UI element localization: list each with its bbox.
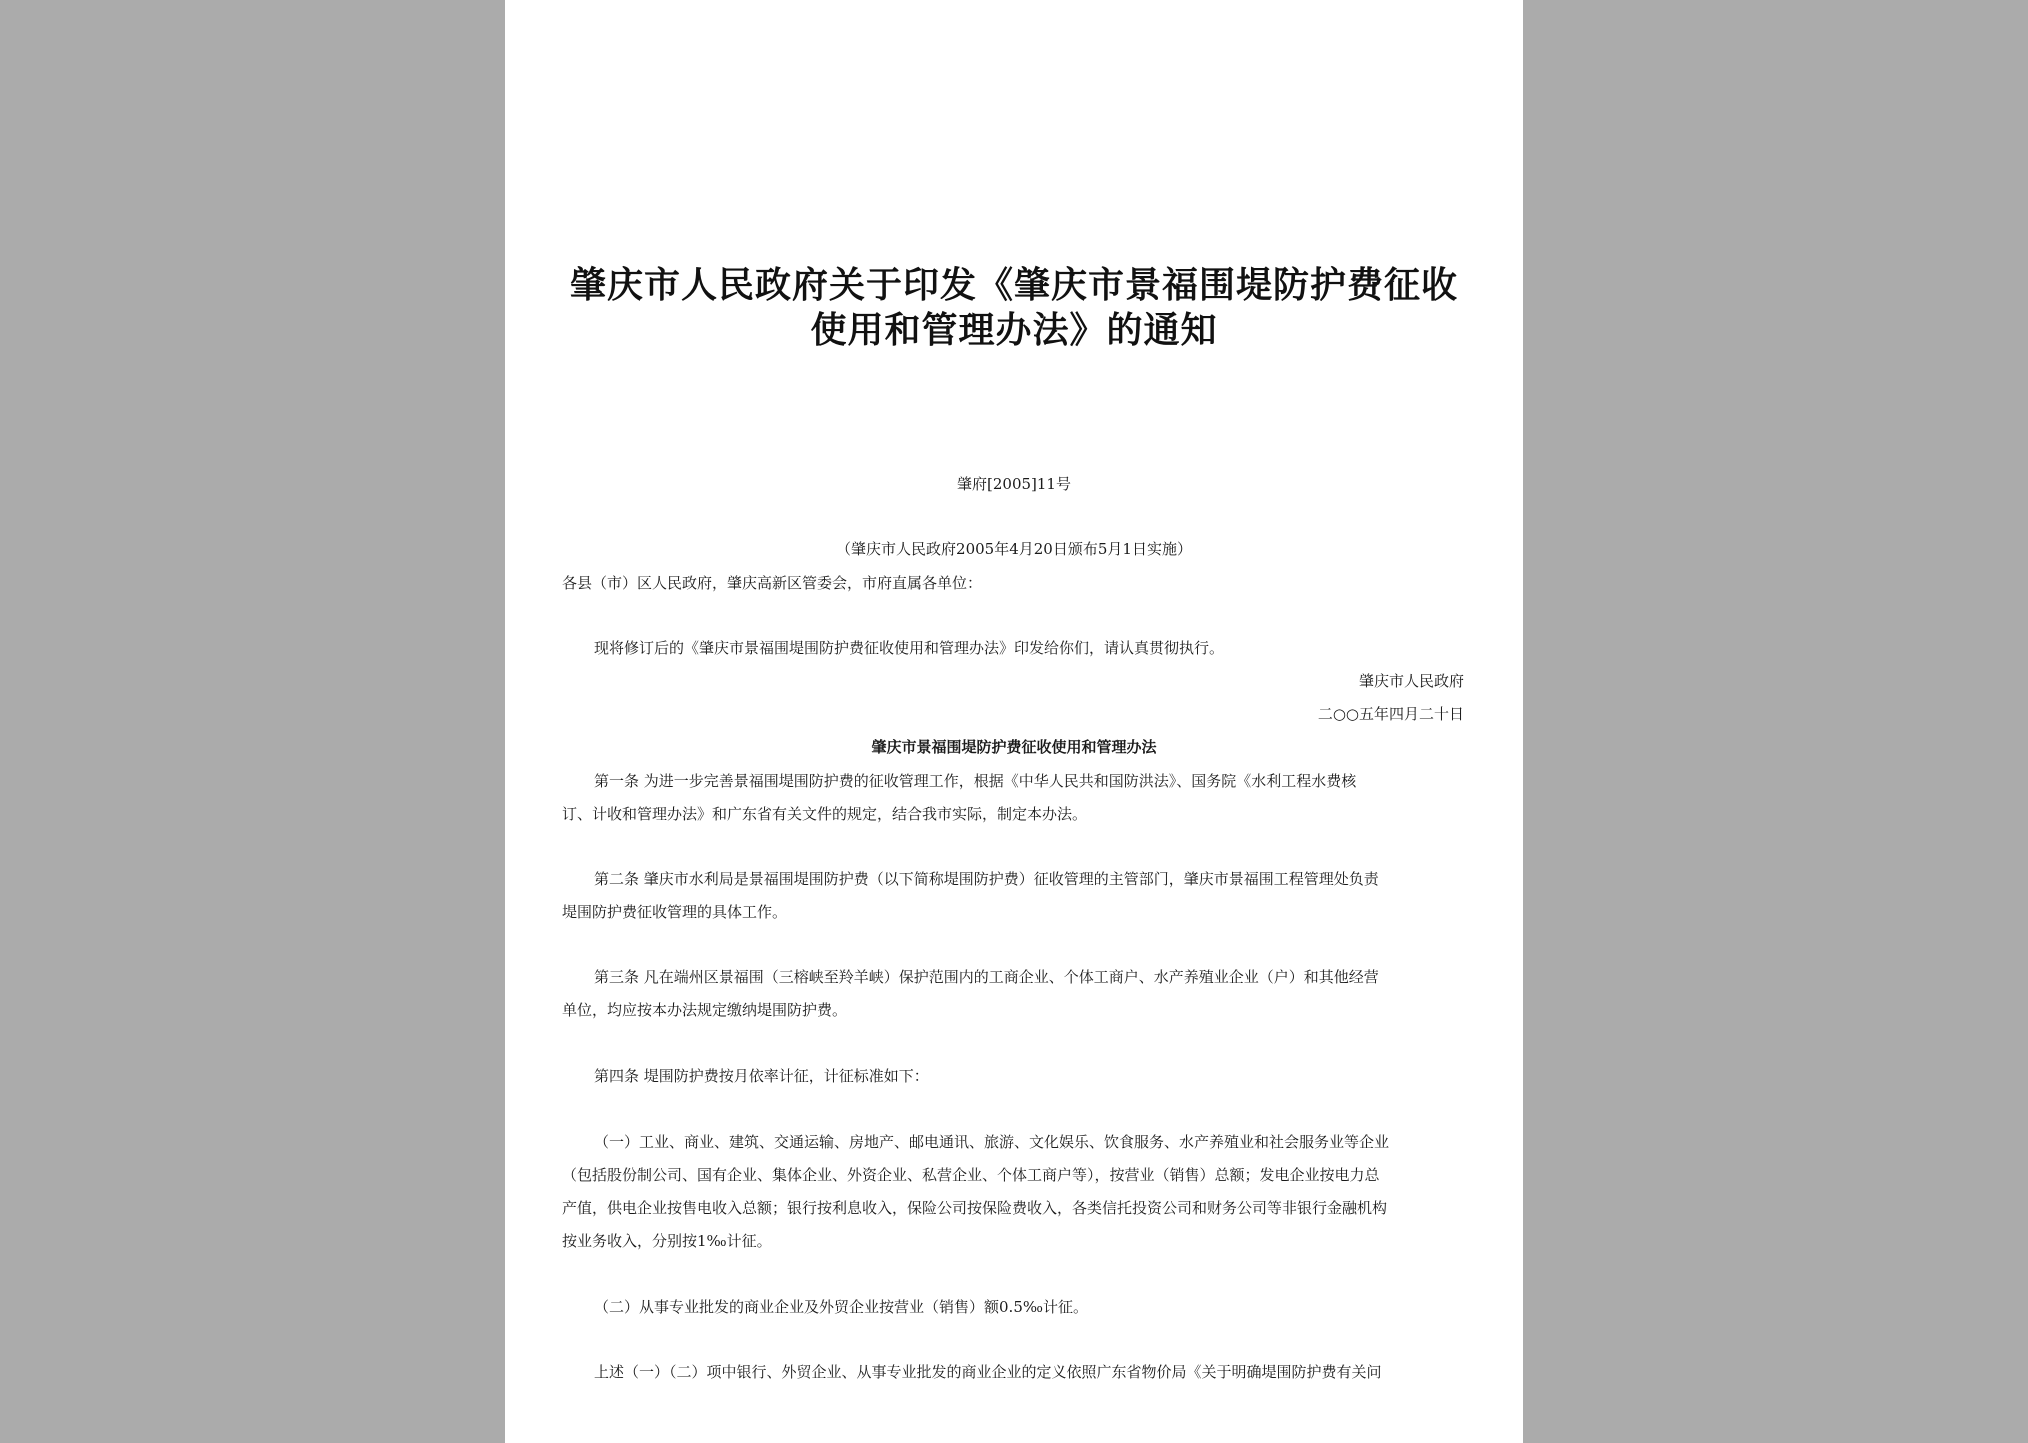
item-2: （二）从事专业批发的商业企业及外贸企业按营业（销售）额0.5‰计征。 bbox=[594, 1298, 1088, 1316]
article-2-line-2: 堤围防护费征收管理的具体工作。 bbox=[562, 903, 788, 921]
document-title-line-2: 使用和管理办法》的通知 bbox=[810, 310, 1218, 351]
measures-title: 肇庆市景福围堤防护费征收使用和管理办法 bbox=[871, 738, 1157, 756]
document-title-line-1: 肇庆市人民政府关于印发《肇庆市景福围堤防护费征收 bbox=[569, 265, 1458, 306]
document-page bbox=[505, 0, 1523, 1443]
item-1-line-4: 按业务收入，分别按1‰计征。 bbox=[562, 1232, 772, 1250]
article-2-line-1: 第二条 肇庆市水利局是景福围堤围防护费（以下简称堤围防护费）征收管理的主管部门，肇庆市景福围工程管理处负责 bbox=[594, 870, 1379, 888]
article-1-line-2: 订、计收和管理办法》和广东省有关文件的规定，结合我市实际，制定本办法。 bbox=[562, 805, 1088, 823]
recipients-line: 各县（市）区人民政府，肇庆高新区管委会，市府直属各单位： bbox=[562, 574, 983, 592]
article-3-line-1: 第三条 凡在端州区景福围（三榕峡至羚羊峡）保护范围内的工商企业、个体工商户、水产养殖业企业（户）和其他经营 bbox=[594, 968, 1379, 986]
signature-date: 二○○五年四月二十日 bbox=[1317, 705, 1464, 723]
item-3-line-1: 上述（一）（二）项中银行、外贸企业、从事专业批发的商业企业的定义依照广东省物价局《关于明确堤围防护费有关问 bbox=[594, 1363, 1382, 1381]
article-4: 第四条 堤围防护费按月依率计征，计征标准如下： bbox=[594, 1067, 929, 1085]
document-number: 肇府[2005]11号 bbox=[957, 475, 1071, 493]
signature-organization: 肇庆市人民政府 bbox=[1358, 672, 1464, 690]
article-1-line-1: 第一条 为进一步完善景福围堤围防护费的征收管理工作，根据《中华人民共和国防洪法》、国务院《水利工程水费核 bbox=[594, 772, 1357, 790]
item-1-line-2: （包括股份制公司、国有企业、集体企业、外资企业、私营企业、个体工商户等），按营业（销售）总额；发电企业按电力总 bbox=[562, 1166, 1380, 1184]
item-1-line-3: 产值，供电企业按售电收入总额；银行按利息收入，保险公司按保险费收入，各类信托投资公司和财务公司等非银行金融机构 bbox=[562, 1199, 1388, 1217]
issue-note: （肇庆市人民政府2005年4月20日颁布5月1日实施） bbox=[836, 540, 1192, 558]
article-3-line-2: 单位，均应按本办法规定缴纳堤围防护费。 bbox=[562, 1001, 848, 1019]
notice-body: 现将修订后的《肇庆市景福围堤围防护费征收使用和管理办法》印发给你们，请认真贯彻执行。 bbox=[594, 639, 1225, 657]
item-1-line-1: （一）工业、商业、建筑、交通运输、房地产、邮电通讯、旅游、文化娱乐、饮食服务、水产养殖业和社会服务业等企业 bbox=[594, 1133, 1390, 1151]
